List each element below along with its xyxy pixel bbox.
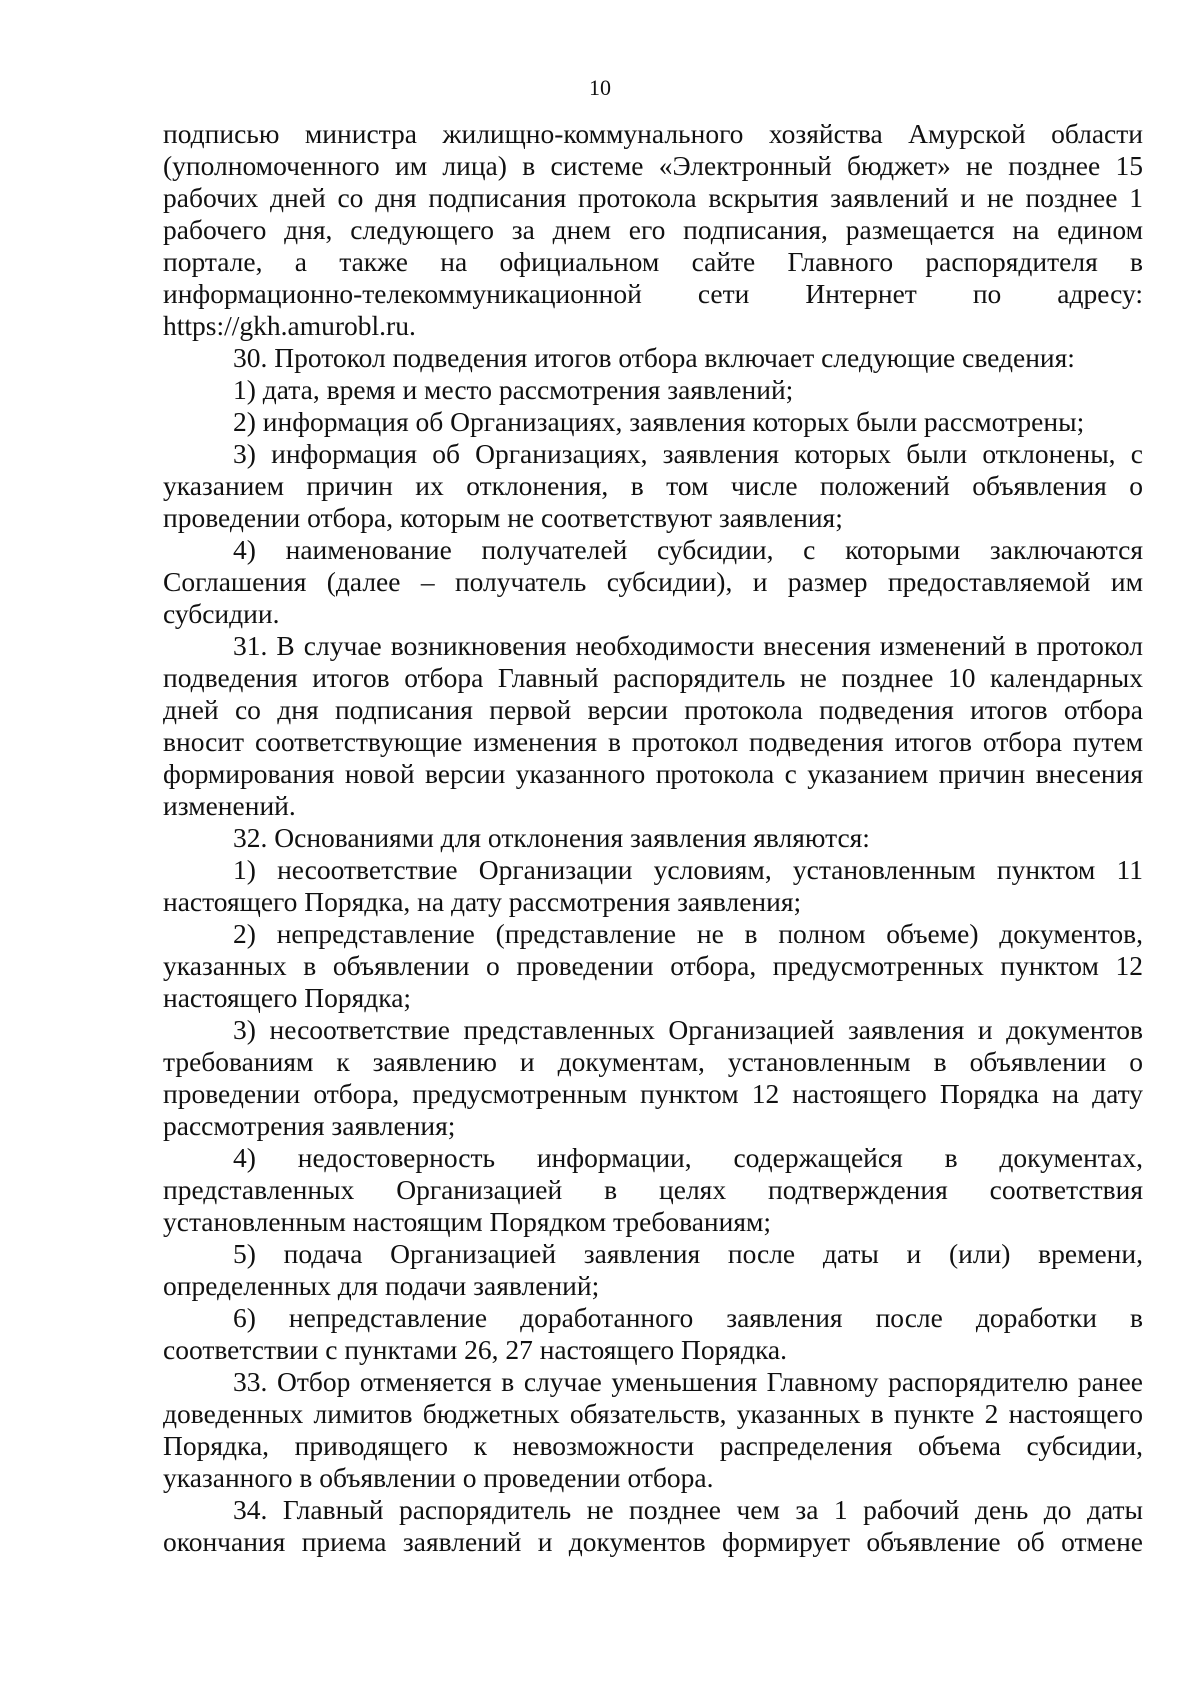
paragraph-item-32: 32. Основаниями для отклонения заявления являются:: [233, 822, 870, 853]
paragraph-item-32-6: 6) непредставление доработанного заявления после доработки в соответствии с пунктами 26, 27 настоящего Порядка.: [163, 1302, 1143, 1365]
paragraph-continuation: подписью министра жилищно-коммунального хозяйства Амурской области (уполномоченного им лица) в системе «Электронный бюджет» не позднее 15 рабочих дней со дня подписания протокола вскрытия заявлений и не позднее 1 рабочего дня, следующего за днем его подписания, размещается на едином портале, а также на официальном сайте Главного распорядителя в информационно-телекоммуникационной сети Интернет по адресу: https://gkh.amurobl.ru.: [163, 118, 1143, 341]
page-number: 10: [589, 75, 611, 100]
paragraph-item-30: 30. Протокол подведения итогов отбора включает следующие сведения:: [233, 342, 1075, 373]
paragraph-item-32-2: 2) непредставление (представление не в полном объеме) документов, указанных в объявлении о проведении отбора, предусмотренных пунктом 12 настоящего Порядка;: [163, 918, 1143, 1013]
paragraph-item-30-4: 4) наименование получателей субсидии, с которыми заключаются Соглашения (далее – получатель субсидии), и размер предоставляемой им субсидии.: [163, 534, 1143, 629]
paragraph-item-33: 33. Отбор отменяется в случае уменьшения Главному распорядителю ранее доведенных лимитов бюджетных обязательств, указанных в пункте 2 настоящего Порядка, приводящего к невозможности распределения объема субсидии, указанного в объявлении о проведении отбора.: [163, 1366, 1143, 1493]
paragraph-item-32-1: 1) несоответствие Организации условиям, установленным пунктом 11 настоящего Порядка, на дату рассмотрения заявления;: [163, 854, 1143, 917]
paragraph-item-30-1: 1) дата, время и место рассмотрения заявлений;: [233, 374, 794, 405]
paragraph-item-32-3: 3) несоответствие представленных Организацией заявления и документов требованиям к заявлению и документам, установленным в объявлении о проведении отбора, предусмотренным пунктом 12 настоящего Порядка на дату рассмотрения заявления;: [163, 1014, 1143, 1141]
paragraph-item-30-2: 2) информация об Организациях, заявления которых были рассмотрены;: [233, 406, 1085, 437]
paragraph-item-32-4: 4) недостоверность информации, содержащейся в документах, представленных Организацией в целях подтверждения соответствия установленным настоящим Порядком требованиям;: [163, 1142, 1143, 1237]
paragraph-item-31: 31. В случае возникновения необходимости внесения изменений в протокол подведения итогов отбора Главный распорядитель не позднее 10 календарных дней со дня подписания первой версии протокола подведения итогов отбора вносит соответствующие изменения в протокол подведения итогов отбора путем формирования новой версии указанного протокола с указанием причин внесения изменений.: [163, 630, 1143, 821]
document-body: [163, 118, 1143, 1558]
paragraph-item-32-5: 5) подача Организацией заявления после даты и (или) времени, определенных для подачи заявлений;: [163, 1238, 1143, 1301]
paragraph-item-30-3: 3) информация об Организациях, заявления которых были отклонены, с указанием причин их отклонения, в том числе положений объявления о проведении отбора, которым не соответствуют заявления;: [163, 438, 1143, 533]
paragraph-item-34: 34. Главный распорядитель не позднее чем за 1 рабочий день до даты окончания приема заявлений и документов формирует объявление об отмене: [163, 1494, 1143, 1557]
